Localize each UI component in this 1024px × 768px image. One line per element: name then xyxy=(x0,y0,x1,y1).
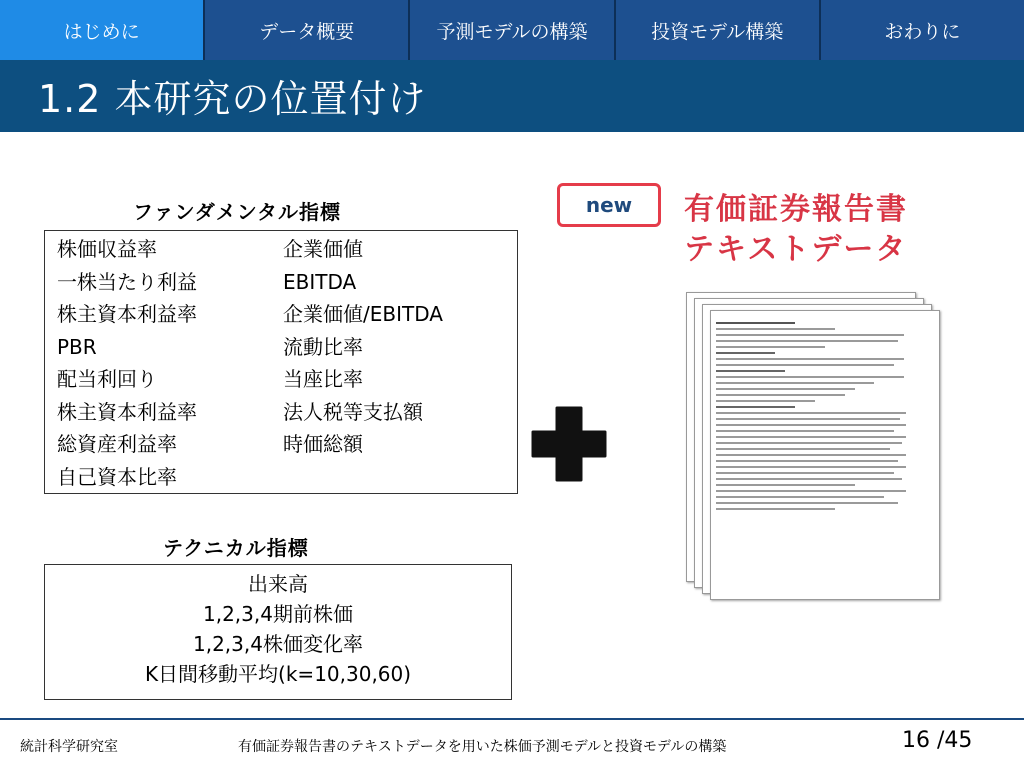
indicator-item: 流動比率 xyxy=(283,334,363,359)
document-title-line-2: テキストデータ xyxy=(684,232,908,267)
fundamental-left-column xyxy=(57,233,197,493)
indicator-item: 法人税等支払額 xyxy=(283,399,423,424)
document-text-lines xyxy=(716,322,914,612)
technical-heading: テクニカル指標 xyxy=(163,536,309,560)
indicator-item: 時価総額 xyxy=(283,432,363,456)
indicator-item: K日間移動平均(k=10,30,60) xyxy=(144,662,412,686)
title-bar xyxy=(0,60,1024,132)
indicator-item: 株主資本利益率 xyxy=(57,302,197,326)
tab-data-overview[interactable]: データ概要 xyxy=(205,0,410,60)
page-number: 16 /45 xyxy=(902,728,973,753)
page-title: 1.2 本研究の位置付け xyxy=(38,77,427,121)
footer-divider xyxy=(0,718,1024,720)
footer-subtitle: 有価証券報告書のテキストデータを用いた株価予測モデルと投資モデルの構築 xyxy=(238,739,727,755)
indicator-item: 株主資本利益率 xyxy=(57,399,197,424)
indicator-item: 一株当たり利益 xyxy=(57,269,197,294)
indicator-item: 自己資本比率 xyxy=(57,464,177,489)
plus-icon xyxy=(529,404,609,488)
document-title xyxy=(684,190,908,270)
indicator-item: 1,2,3,4株価変化率 xyxy=(193,632,363,656)
indicator-item: 出来高 xyxy=(248,572,308,596)
indicator-item: 企業価値 xyxy=(283,237,363,261)
document-title-line-1: 有価証券報告書 xyxy=(684,192,908,227)
new-badge: new xyxy=(557,183,661,227)
tab-prediction-model[interactable]: 予測モデルの構築 xyxy=(410,0,615,60)
indicator-item: 当座比率 xyxy=(283,367,363,391)
indicator-item: 企業価値/EBITDA xyxy=(283,302,443,326)
fundamental-right-column xyxy=(283,233,443,461)
indicator-item: 配当利回り xyxy=(57,367,157,391)
indicator-item: 株価収益率 xyxy=(57,237,157,261)
tab-investment-model[interactable]: 投資モデル構築 xyxy=(616,0,821,60)
fundamental-heading: ファンダメンタル指標 xyxy=(133,200,341,224)
indicator-item: 総資産利益率 xyxy=(57,432,177,456)
footer-lab: 統計科学研究室 xyxy=(20,739,118,755)
indicator-item: EBITDA xyxy=(283,269,357,294)
fundamental-indicators-box xyxy=(44,230,518,494)
top-navigation xyxy=(0,0,1024,60)
technical-indicators-box xyxy=(44,564,512,700)
indicator-item: 1,2,3,4期前株価 xyxy=(203,602,353,626)
tab-introduction[interactable]: はじめに xyxy=(0,0,205,60)
indicator-item: PBR xyxy=(57,334,97,359)
tab-conclusion[interactable]: おわりに xyxy=(821,0,1024,60)
